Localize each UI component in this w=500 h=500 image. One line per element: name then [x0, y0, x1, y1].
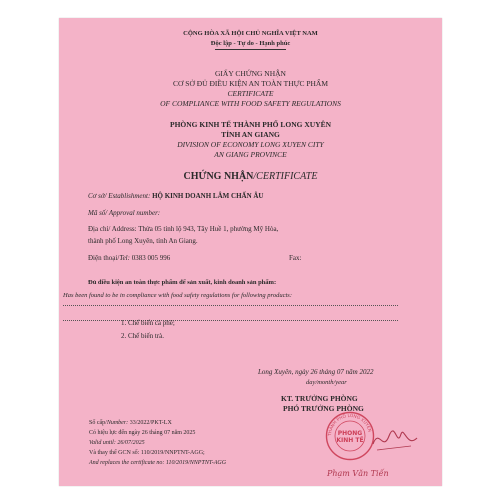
title-vi-line2: CƠ SỞ ĐỦ ĐIỀU KIỆN AN TOÀN THỰC PHẨM: [173, 79, 328, 88]
address-label: Địa chỉ/ Address:: [88, 225, 137, 233]
footer-number-value: 33/2022/PKT-LX: [129, 420, 172, 426]
footer-number-en: Number:: [106, 420, 129, 426]
official-stamp-icon: [325, 411, 375, 461]
footer-valid-en: Valid until: 26/07/2025: [89, 440, 145, 446]
date-format: day/month/year: [306, 379, 347, 386]
product-item-1: 1. Chế biến cà phê;: [121, 319, 175, 327]
title-en-line1: CERTIFICATE: [227, 89, 274, 98]
motto: Độc lập - Tự do - Hạnh phúc: [210, 40, 291, 47]
place-date: Long Xuyên, ngày 26 tháng 07 năm 2022: [258, 368, 374, 376]
phone-label-vi: Điện thoại/: [88, 254, 120, 262]
signer-name: Phạm Văn Tiến: [327, 469, 389, 478]
issuer-en-line1: DIVISION OF ECONOMY LONG XUYEN CITY: [177, 140, 324, 149]
fax-label: Fax:: [289, 254, 302, 262]
footer-replace-vi: Và thay thế GCN số: 110/2019/NNPTNT-AGG;: [89, 450, 205, 456]
title-en-line2: OF COMPLIANCE WITH FOOD SAFETY REGULATIONS: [160, 99, 341, 108]
issuer-en-line2: AN GIANG PROVINCE: [214, 150, 287, 159]
nation-header: CỘNG HÒA XÃ HỘI CHỦ NGHĨA VIỆT NAM: [183, 30, 318, 37]
issuer-vi-line2: TỈNH AN GIANG: [221, 130, 280, 139]
stamp-text-top: PHÒNG: [337, 430, 363, 437]
footer-valid-vi: Có hiệu lực đến ngày 26 tháng 07 năm 2025: [89, 430, 196, 436]
address-line2: thành phố Long Xuyên, tỉnh An Giang.: [88, 237, 198, 245]
issuer-vi-line1: PHÒNG KINH TẾ THÀNH PHỐ LONG XUYÊN: [170, 120, 331, 129]
address-row: [88, 225, 278, 233]
title-vi-line1: GIẤY CHỨNG NHẬN: [215, 69, 286, 78]
certify-vi: CHỨNG NHẬN: [183, 171, 254, 182]
footer-replace-en: And replaces the certificate no: 110/2019/NNPTNT-AGG: [89, 460, 227, 466]
establishment-label: Cơ sở/ Establishment:: [88, 192, 151, 200]
stamp-text-mid: KINH TẾ: [336, 437, 364, 444]
footer-number: [89, 420, 172, 426]
compliance-vi: Đủ điều kiện an toàn thực phẩm để sản xuất, kinh doanh sản phẩm:: [88, 279, 277, 286]
stamp-ring-text: THÀNH PHỐ LONG XUYÊN: [327, 413, 372, 437]
certify-en: /CERTIFICATE: [253, 171, 318, 182]
motto-underline: [215, 49, 286, 50]
establishment-value: HỘ KINH DOANH LÂM CHẤN ÂU: [152, 192, 264, 200]
footer-number-vi: Số cấp/: [89, 420, 107, 426]
certificate-sheet: [59, 18, 442, 486]
establishment-row: [88, 192, 263, 200]
signer-role1: KT. TRƯỞNG PHÒNG: [281, 394, 358, 403]
approval-label: Mã số/ Approval number:: [88, 209, 161, 217]
dotted-line: [63, 305, 398, 306]
address-line1: Thửa 05 tỉnh lộ 943, Tây Huề 1, phường Mỹ Hòa,: [138, 225, 279, 233]
phone-value: 0383 005 996: [131, 254, 171, 262]
signature-icon: [371, 422, 419, 456]
compliance-en: Has been found to be in compliance with food safety regulations for following products:: [63, 292, 292, 299]
dotted-line: [63, 320, 398, 321]
phone-row: [88, 254, 170, 262]
signer-role2: PHÓ TRƯỞNG PHÒNG: [283, 404, 364, 413]
certify-heading: [59, 171, 442, 182]
product-item-2: 2. Chế biến trà.: [121, 332, 164, 340]
phone-label-en: Tel:: [119, 254, 130, 262]
